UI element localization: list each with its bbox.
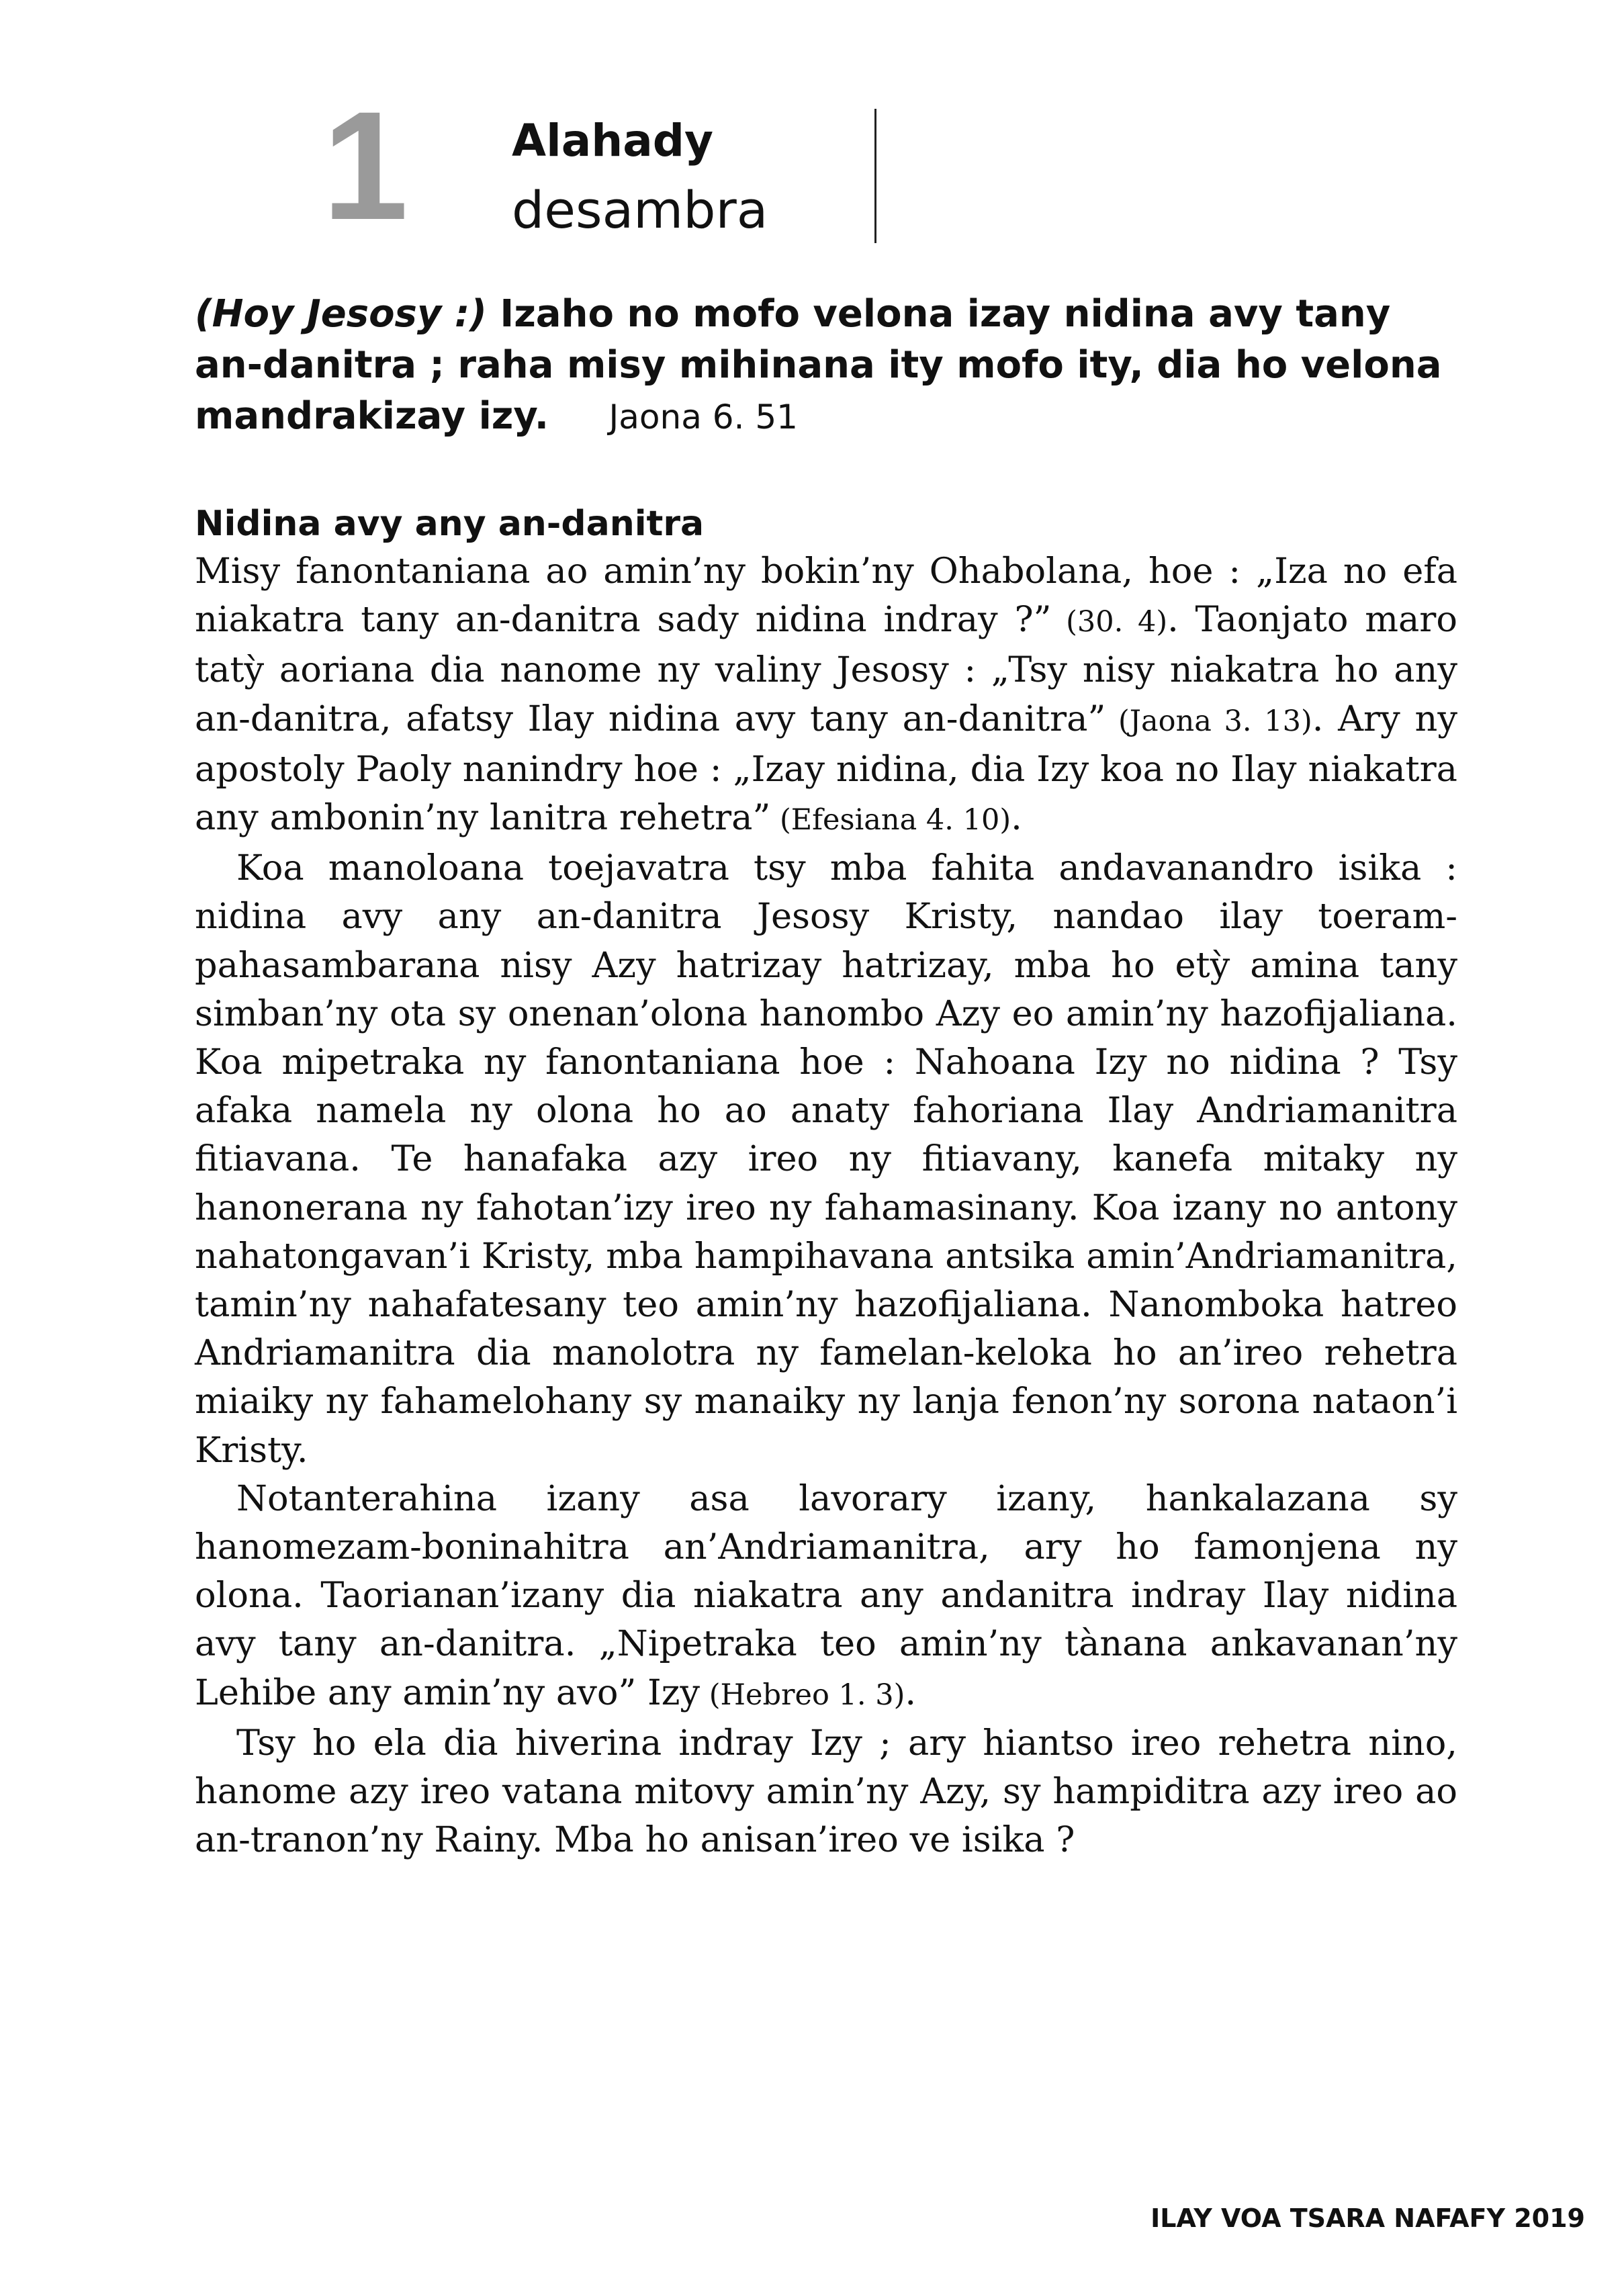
paragraph-1-ref-c: (Efesiana 4. 10) <box>770 803 1011 837</box>
weekday: Alahady <box>512 115 714 167</box>
paragraph-1 <box>195 547 1457 844</box>
paragraph-1-ref-a: (30. 4) <box>1051 605 1168 639</box>
paragraph-1-text-d: . <box>1011 797 1022 839</box>
date-divider <box>874 109 876 243</box>
section-title: Nidina avy any an-danitra <box>195 504 705 544</box>
date-header <box>322 79 900 252</box>
paragraph-3 <box>195 1475 1457 1719</box>
paragraph-1-ref-b: (Jaona 3. 13) <box>1106 704 1312 738</box>
paragraph-2: Koa manoloana toejavatra tsy mba fahita andavanandro isika : nidina avy any an-danitra Jesosy Kristy, nandao ilay toeram-pahasambarana nisy Azy hatrizay hatrizay, mba ho etỳ amina tany simban’ny ota sy onenan’olona hanombo Azy eo amin’ny hazofijaliana. Koa mipetraka ny fanontaniana hoe : Nahoana Izy no nidina ? Tsy afaka namela ny olona ho ao anaty fahoriana Ilay Andriamanitra fitiavana. Te hanafaka azy ireo ny fitiavany, kanefa mitaky ny hanonerana ny fahotan’izy ireo ny fahamasinany. Koa izany no antony nahatongavan’i Kristy, mba hampihavana antsika amin’Andriamanitra, tamin’ny nahafatesany teo amin’ny hazofijaliana. Nanomboka hatreo Andriamanitra dia manolotra ny famelan-keloka ho an’ireo rehetra miaiky ny fahamelohany sy manaiky ny lanja fenon’ny sorona nataon’i Kristy. <box>195 848 1457 1471</box>
paragraph-3-text-a: Notanterahina izany asa lavorary izany, hankalazana sy hanomezam-boninahitra an’Andriamanitra, ary ho famonjena ny olona. Taorianan’izany dia niakatra any andanitra indray Ilay nidina avy tany an-danitra. „Nipetraka teo amin’ny tànana ankavanan’ny Lehibe any amin’ny avo” Izy <box>195 1477 1457 1713</box>
month: desambra <box>512 180 768 240</box>
paragraph-3-text-b: . <box>905 1672 917 1713</box>
verse-text: Izaho no mofo velona izay nidina avy tany an-danitra ; raha misy mihinana ity mofo ity, dia ho velona mandrakizay izy. <box>195 292 1442 438</box>
verse-reference: Jaona 6. 51 <box>608 398 798 437</box>
paragraph-1-text-c: . Ary ny apostoly Paoly nanindry hoe : „Izay nidina, dia Izy koa no Ilay niakatra any ambonin’ny lanitra rehetra” <box>195 698 1457 839</box>
day-number: 1 <box>322 79 408 252</box>
footer-title: ILAY VOA TSARA NAFAFY 2019 <box>1151 2203 1585 2233</box>
paragraph-4: Tsy ho ela dia hiverina indray Izy ; ary hiantso ireo rehetra nino, hanome azy ireo vatana mitovy amin’ny Azy, sy hampiditra azy ireo ao an-tranon’ny Rainy. Mba ho anisan’ireo ve isika ? <box>195 1722 1457 1861</box>
bible-verse <box>195 289 1471 443</box>
paragraph-1-text-a: Misy fanontaniana ao amin’ny bokin’ny Ohabolana, hoe : „Iza no efa niakatra tany an-danitra sady nidina indray ?” <box>195 551 1457 641</box>
body-text <box>195 547 1457 1864</box>
paragraph-3-ref-a: (Hebreo 1. 3) <box>700 1678 905 1712</box>
paragraph-1-text-b: . Taonjato maro tatỳ aoriana dia nanome ny valiny Jesosy : „Tsy nisy niakatra ho any an-danitra, afatsy Ilay nidina avy tany an-danitra” <box>195 599 1457 739</box>
verse-speaker: (Hoy Jesosy :) <box>195 292 487 336</box>
